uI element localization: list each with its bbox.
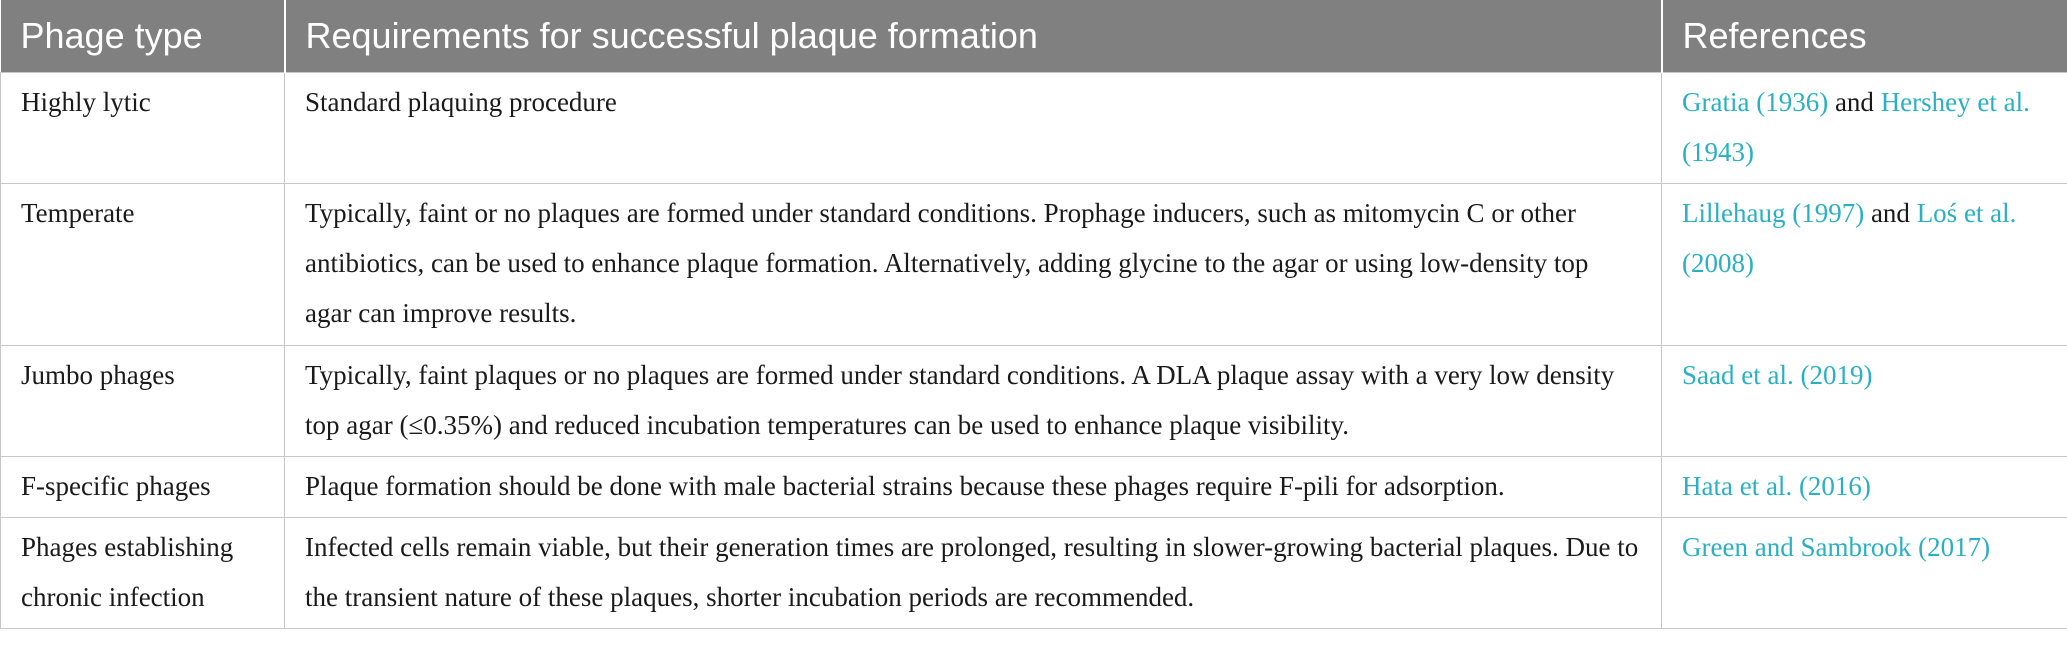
reference-link[interactable]: Green and Sambrook (2017) <box>1682 532 1991 562</box>
phage-type-cell: Highly lytic <box>1 73 285 184</box>
header-phage-type: Phage type <box>1 0 285 73</box>
table-row <box>1 184 2067 346</box>
reference-link[interactable]: Loś et al. (2008) <box>1682 198 2017 278</box>
table-row <box>1 518 2067 629</box>
table-row <box>1 457 2067 518</box>
requirement-cell: Standard plaquing procedure <box>285 73 1662 184</box>
reference-cell <box>1662 346 2067 457</box>
table-header <box>1 0 2067 73</box>
reference-conjunction: and <box>1870 198 1910 228</box>
requirement-cell: Plaque formation should be done with male bacterial strains because these phages require F-pili for adsorption. <box>285 457 1662 518</box>
reference-cell <box>1662 73 2067 184</box>
table-row <box>1 73 2067 184</box>
reference-link[interactable]: Hata et al. (2016) <box>1682 471 1871 501</box>
reference-cell <box>1662 184 2067 346</box>
reference-link[interactable]: Lillehaug (1997) <box>1682 198 1865 228</box>
phage-type-cell: Phages establishing chronic infection <box>1 518 285 629</box>
table-body <box>1 73 2067 629</box>
reference-conjunction: and <box>1834 87 1874 117</box>
header-requirements: Requirements for successful plaque formation <box>285 0 1662 73</box>
requirement-cell: Typically, faint plaques or no plaques are formed under standard conditions. A DLA plaque assay with a very low density top agar (≤0.35%) and reduced incubation temperatures can be used to enhance plaque visibility. <box>285 346 1662 457</box>
reference-cell <box>1662 457 2067 518</box>
phage-type-cell: Temperate <box>1 184 285 346</box>
requirement-cell: Infected cells remain viable, but their generation times are prolonged, resulting in slower-growing bacterial plaques. Due to the transient nature of these plaques, shorter incubation periods are recommended. <box>285 518 1662 629</box>
requirement-cell: Typically, faint or no plaques are formed under standard conditions. Prophage inducers, such as mitomycin C or other antibiotics, can be used to enhance plaque formation. Alternatively, adding glycine to the agar or using low-density top agar can improve results. <box>285 184 1662 346</box>
phage-type-cell: Jumbo phages <box>1 346 285 457</box>
reference-cell <box>1662 518 2067 629</box>
reference-link[interactable]: Gratia (1936) <box>1682 87 1829 117</box>
header-references: References <box>1662 0 2067 73</box>
header-row <box>1 0 2067 73</box>
reference-link[interactable]: Hershey et al. (1943) <box>1682 87 2030 167</box>
table-row <box>1 346 2067 457</box>
phage-type-cell: F-specific phages <box>1 457 285 518</box>
reference-link[interactable]: Saad et al. (2019) <box>1682 360 1873 390</box>
